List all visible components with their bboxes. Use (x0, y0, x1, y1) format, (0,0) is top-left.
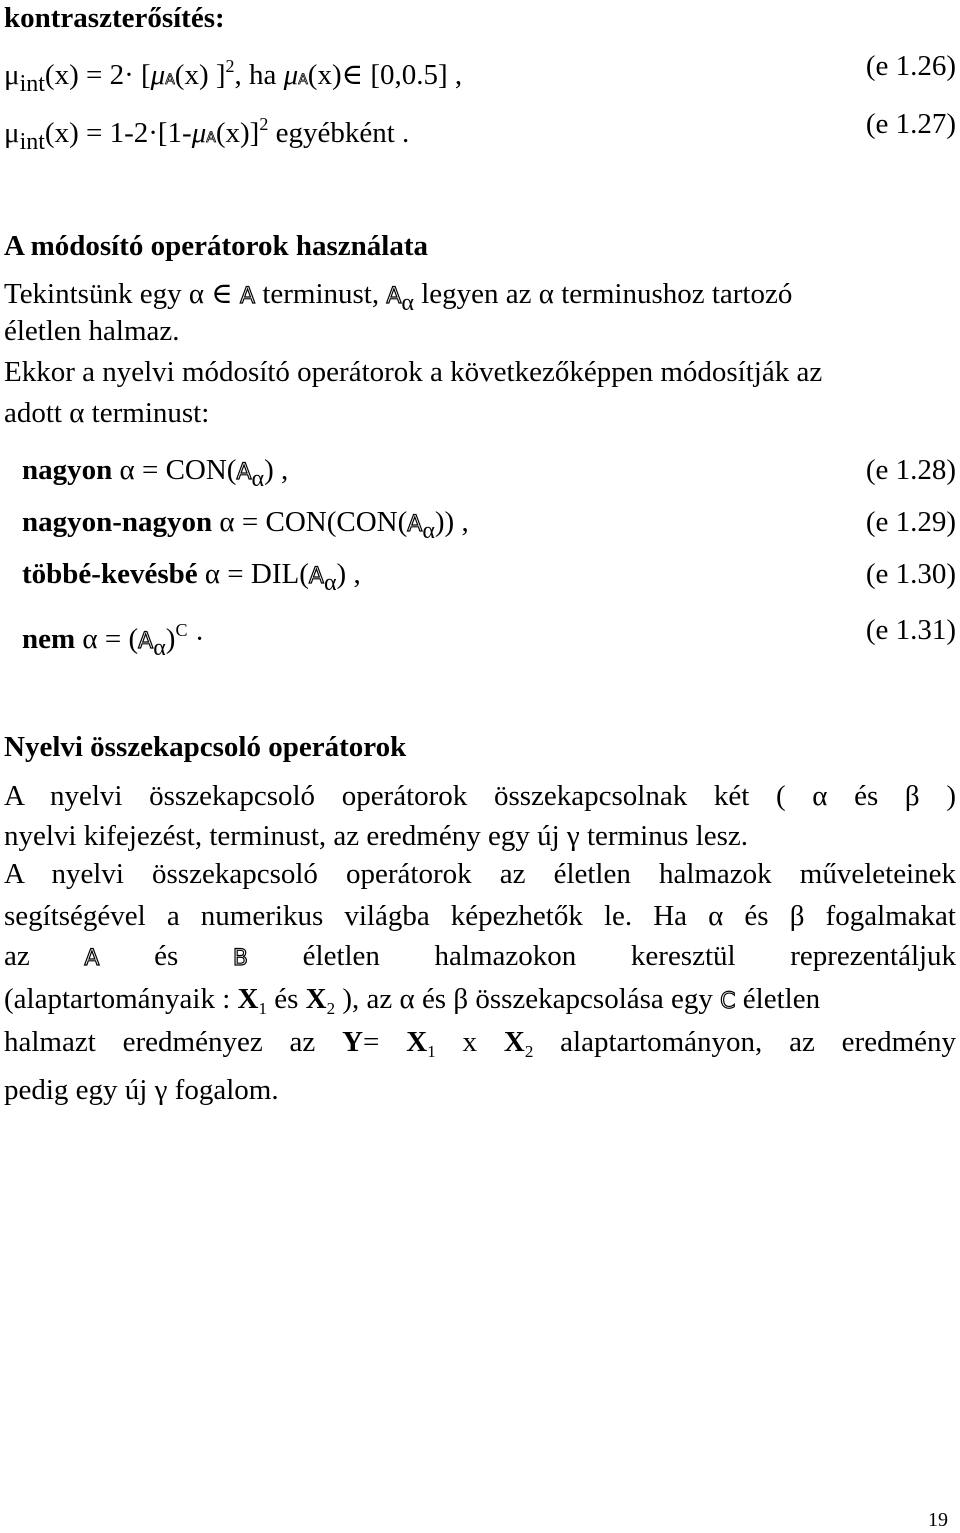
fuzzy-set-a-icon: A (84, 946, 100, 971)
fuzzy-set-a-icon: A (236, 460, 252, 485)
equation-body (22, 556, 361, 601)
variable-x: X (406, 1026, 428, 1058)
modifier-label: többé-kevésbé (22, 558, 198, 590)
paragraph-line: pedig egy új γ fogalom. (4, 1074, 279, 1106)
modifier-label: nagyon (22, 454, 113, 486)
mu-symbol: μ (150, 59, 166, 91)
section-title-modifiers: A módosító operátorok használata (4, 230, 429, 262)
mu-symbol: μ (4, 117, 20, 149)
equation-number: (e 1.30) (865, 558, 956, 590)
text-run: alaptartományon, az eredmény (533, 1026, 956, 1058)
fuzzy-set-a-icon: A (138, 629, 154, 654)
text-run: halmazt eredményez az (4, 1026, 343, 1058)
paragraph-line: segítségével a numerikus világba képezhetők le. Ha α és β fogalmakat (4, 900, 956, 932)
variable-x: X (305, 983, 327, 1015)
fuzzy-set-a-icon: A (206, 130, 216, 146)
eq-text: α = CON(CON( (212, 506, 408, 538)
eq-text: (x) = 2· [ (44, 59, 151, 91)
paragraph-line (4, 1024, 956, 1070)
fuzzy-set-c-icon: C (720, 989, 736, 1014)
fuzzy-set-b-icon: B (232, 946, 248, 971)
modifier-label: nem (22, 623, 76, 655)
equation-1-26-body (4, 48, 462, 102)
eq-text: (x)] (215, 117, 260, 149)
subscript: 2 (326, 999, 336, 1018)
mu-symbol: μ (191, 117, 207, 149)
eq-text: α = CON( (112, 454, 237, 486)
subscript-alpha: α (153, 635, 166, 661)
subscript-int: int (19, 129, 45, 155)
text-run: és (266, 983, 306, 1015)
variable-y: Y (342, 1026, 364, 1058)
modifier-label: nagyon-nagyon (22, 506, 213, 538)
subscript-alpha: α (323, 570, 337, 596)
paragraph-line: A nyelvi összekapcsoló operátorok az életlen halmazok műveleteinek (4, 858, 956, 890)
equation-body (22, 612, 204, 666)
paragraph-line: életlen halmaz. (4, 315, 180, 347)
variable-x: X (237, 983, 259, 1015)
mu-symbol: μ (4, 59, 20, 91)
equation-number: (e 1.27) (865, 108, 956, 140)
eq-text: (x) ] (174, 59, 226, 91)
subscript: 1 (427, 1042, 436, 1061)
superscript: 2 (225, 56, 235, 76)
equation-number: (e 1.29) (865, 506, 956, 538)
paragraph-line: adott α terminust: (4, 397, 210, 429)
text-run: (alaptartományaik : (4, 983, 238, 1015)
equation-number: (e 1.28) (865, 454, 956, 486)
eq-text: α = DIL( (197, 558, 309, 590)
paragraph-line: A nyelvi összekapcsoló operátorok összekapcsolnak két ( α és β ) (4, 780, 956, 812)
equation-number: (e 1.26) (865, 50, 956, 82)
text-run: Tekintsünk egy α ∈ (4, 278, 240, 310)
subscript: 1 (258, 999, 267, 1018)
equation-body (22, 452, 288, 497)
equation-1-27-body (4, 106, 409, 160)
equation-body (22, 504, 469, 549)
heading-contrast: kontraszterősítés: (4, 2, 225, 34)
section-title-connectives: Nyelvi összekapcsoló operátorok (4, 731, 407, 763)
text-run: terminust, (255, 278, 387, 310)
text-run: életlen (735, 983, 821, 1015)
text-run: x (435, 1026, 504, 1058)
fuzzy-set-a-icon: A (407, 512, 423, 537)
eq-text: α = ( (75, 623, 139, 655)
superscript: 2 (259, 114, 269, 134)
variable-x: X (503, 1026, 525, 1058)
eq-text: ) , (336, 558, 361, 590)
text-run: és (154, 940, 179, 972)
subscript-alpha: α (401, 290, 414, 316)
subscript-alpha: α (251, 466, 265, 492)
eq-text: · (187, 623, 205, 655)
superscript-c: C (175, 620, 188, 640)
text-run: az (4, 940, 30, 972)
page-number: 19 (928, 1509, 948, 1531)
paragraph-line (4, 938, 956, 977)
subscript: 2 (524, 1042, 534, 1061)
fuzzy-set-a-icon: A (165, 72, 175, 88)
eq-text: (x)∈ [0,0.5] , (307, 59, 463, 91)
text-run: életlen halmazokon keresztül reprezentáljuk (302, 940, 957, 972)
eq-text: ) (165, 623, 176, 655)
equation-number: (e 1.31) (865, 614, 956, 646)
eq-text: (x) = 1-2·[1- (44, 117, 192, 149)
fuzzy-set-a-icon: A (298, 72, 308, 88)
eq-text: egyébként . (268, 117, 410, 149)
text-run: = (363, 1026, 407, 1058)
subscript-alpha: α (422, 518, 435, 544)
fuzzy-set-a-icon: A (386, 284, 402, 309)
eq-text: , ha (234, 59, 284, 91)
paragraph-line (4, 981, 960, 1027)
paragraph-line: Ekkor a nyelvi módosító operátorok a következőképpen módosítják az (4, 356, 823, 388)
paragraph-line: nyelvi kifejezést, terminust, az eredmény egy új γ terminus lesz. (4, 820, 749, 852)
eq-text: ) , (264, 454, 289, 486)
eq-text: )) , (434, 506, 469, 538)
fuzzy-set-a-icon: A (308, 564, 324, 589)
text-run: legyen az α terminushoz tartozó (414, 278, 793, 310)
mu-symbol: μ (283, 59, 299, 91)
fuzzy-set-a-icon: A (240, 284, 256, 309)
subscript-int: int (19, 71, 45, 97)
text-run: ), az α és β összekapcsolása egy (335, 983, 721, 1015)
